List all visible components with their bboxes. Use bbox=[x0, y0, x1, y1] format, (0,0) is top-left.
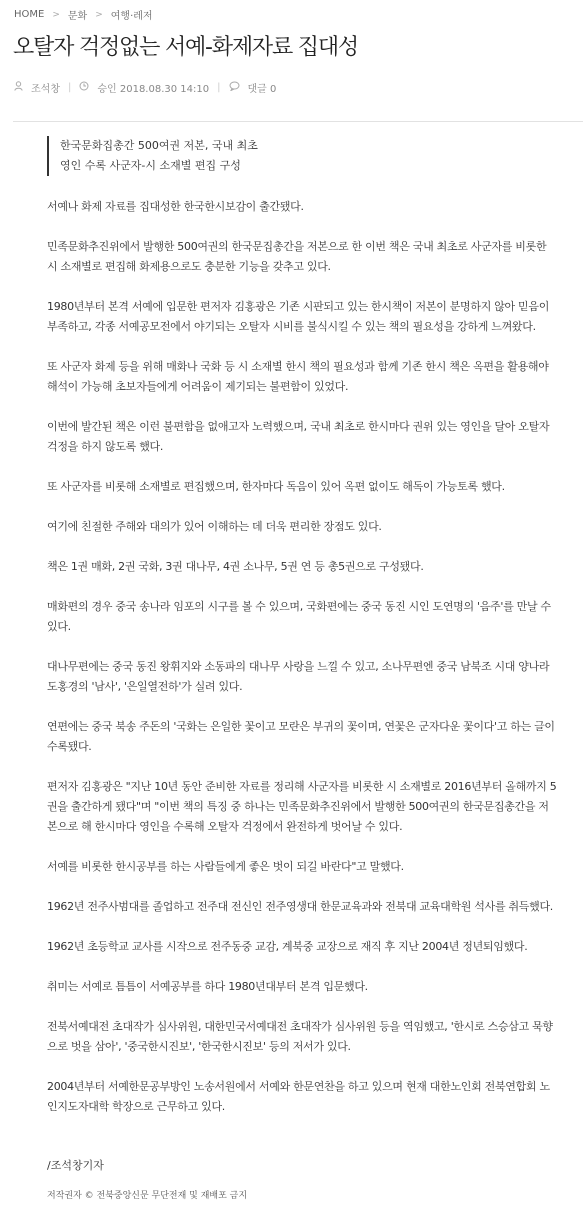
paragraph: 매화편의 경우 중국 송나라 임포의 시구를 볼 수 있으며, 국화편에는 중국 동진 시인 도연명의 '음주'를 만날 수 있다. bbox=[47, 600, 551, 633]
article-title: 오탈자 걱정없는 서예-화제자료 집대성 bbox=[13, 35, 358, 60]
breadcrumb bbox=[14, 7, 153, 22]
paragraph: 또 사군자를 비롯해 소재별로 편집했으며, 한자마다 독음이 있어 옥편 없이도 해독이 가능토록 했다. bbox=[47, 480, 505, 493]
paragraph: 취미는 서예로 틈틈이 서예공부를 하다 1980년대부터 본격 입문했다. bbox=[47, 980, 368, 993]
paragraph: 편저자 김홍광은 "지난 10년 동안 준비한 자료를 정리해 사군자를 비롯한 시 소재별로 2016년부터 올해까지 5권을 출간하게 됐다"며 "이번 책의 특징 중 하나는 민족문화추진위에서 발행한 500여권의 한국문집총간을 저본으로 해 한시마다 영인을 수록해 오탈자 걱정에서 완전하게 벗어날 수 있다. bbox=[47, 780, 557, 833]
clock-icon bbox=[79, 81, 89, 94]
paragraph: 연편에는 중국 북송 주돈의 '국화는 은일한 꽃이고 모란은 부귀의 꽃이며, 연꽃은 군자다운 꽃이다'고 하는 글이 수록됐다. bbox=[47, 720, 555, 753]
paragraph: 1980년부터 본격 서예에 입문한 편저자 김홍광은 기존 시판되고 있는 한시책이 저본이 분명하지 않아 믿음이 부족하고, 각종 서예공모전에서 야기되는 오탈자 시비를 불식시킬 수 있는 책의 필요성을 강하게 느껴왔다. bbox=[47, 300, 550, 333]
divider: | bbox=[67, 82, 72, 93]
paragraph: 민족문화추진위에서 발행한 500여권의 한국문집총간을 저본으로 한 이번 책은 국내 최초로 사군자를 비롯한 시 소재별로 편집해 화제용으로도 충분한 기능을 갖추고 있다. bbox=[47, 240, 547, 273]
reporter-byline: /조석창기자 bbox=[47, 1159, 104, 1172]
breadcrumb-subcategory[interactable]: 여행·레저 bbox=[110, 11, 153, 22]
subheading-line: 한국문화집총간 500여권 저본, 국내 최초 bbox=[60, 139, 258, 152]
author-name: 조석창 bbox=[31, 84, 60, 95]
paragraph: 2004년부터 서예한문공부방인 노송서원에서 서예와 한문연찬을 하고 있으며 현재 대한노인회 전북연합회 노인지도자대학 학장으로 근무하고 있다. bbox=[47, 1080, 550, 1113]
paragraph: 1962년 초등학교 교사를 시작으로 전주동중 교감, 계북중 교장으로 재직 후 지난 2004년 정년퇴임했다. bbox=[47, 940, 528, 953]
paragraph: 또 사군자 화제 등을 위해 매화나 국화 등 시 소재별 한시 책의 필요성과 함께 기존 한시 책은 옥편을 활용해야 해석이 가능해 초보자들에게 어려움이 제기되는 불편함이 있었다. bbox=[47, 360, 549, 393]
breadcrumb-home[interactable]: HOME bbox=[14, 9, 45, 20]
copyright-notice: 저작권자 © 전북중앙신문 무단전재 및 재배포 금지 bbox=[47, 1191, 248, 1201]
chevron-right-icon: > bbox=[95, 9, 103, 20]
paragraph: 여기에 친절한 주해와 대의가 있어 이해하는 데 더욱 편리한 장점도 있다. bbox=[47, 520, 382, 533]
divider-line bbox=[13, 121, 583, 122]
article-subheading bbox=[47, 136, 258, 176]
paragraph: 전북서예대전 초대작가 심사위원, 대한민국서예대전 초대작가 심사위원 등을 역임했고, '한시로 스승삼고 묵향으로 벗을 삼아', '중국한시진보', '한국한시진보' 등의 저서가 있다. bbox=[47, 1020, 553, 1053]
approval-date: 승인 2018.08.30 14:10 bbox=[97, 84, 210, 95]
paragraph: 서예나 화제 자료를 집대성한 한국한시보감이 출간됐다. bbox=[47, 200, 304, 213]
subheading-line: 영인 수록 사군자-시 소재별 편집 구성 bbox=[60, 159, 241, 172]
paragraph: 이번에 발간된 책은 이런 불편함을 없애고자 노력했으며, 국내 최초로 한시마다 권위 있는 영인을 달아 오탈자 걱정을 하지 않도록 했다. bbox=[47, 420, 550, 453]
paragraph: 책은 1권 매화, 2권 국화, 3권 대나무, 4권 소나무, 5권 연 등 총5권으로 구성됐다. bbox=[47, 560, 424, 573]
paragraph: 1962년 전주사범대를 졸업하고 전주대 전신인 전주영생대 한문교육과와 전북대 교육대학원 석사를 취득했다. bbox=[47, 900, 553, 913]
article-meta bbox=[14, 80, 276, 95]
article-body bbox=[47, 197, 557, 1137]
divider: | bbox=[217, 82, 221, 93]
comment-icon bbox=[229, 81, 240, 94]
breadcrumb-category[interactable]: 문화 bbox=[67, 11, 88, 22]
user-icon bbox=[14, 81, 23, 94]
paragraph: 서예를 비롯한 한시공부를 하는 사람들에게 좋은 벗이 되길 바란다"고 말했다. bbox=[47, 860, 404, 873]
chevron-right-icon: > bbox=[52, 9, 60, 20]
paragraph: 대나무편에는 중국 동진 왕휘지와 소동파의 대나무 사랑을 느낄 수 있고, 소나무편엔 중국 남북조 시대 양나라 도홍경의 '남사', '은일열전하'가 실려 있다. bbox=[47, 660, 550, 693]
comment-count[interactable]: 댓글 0 bbox=[247, 84, 277, 95]
